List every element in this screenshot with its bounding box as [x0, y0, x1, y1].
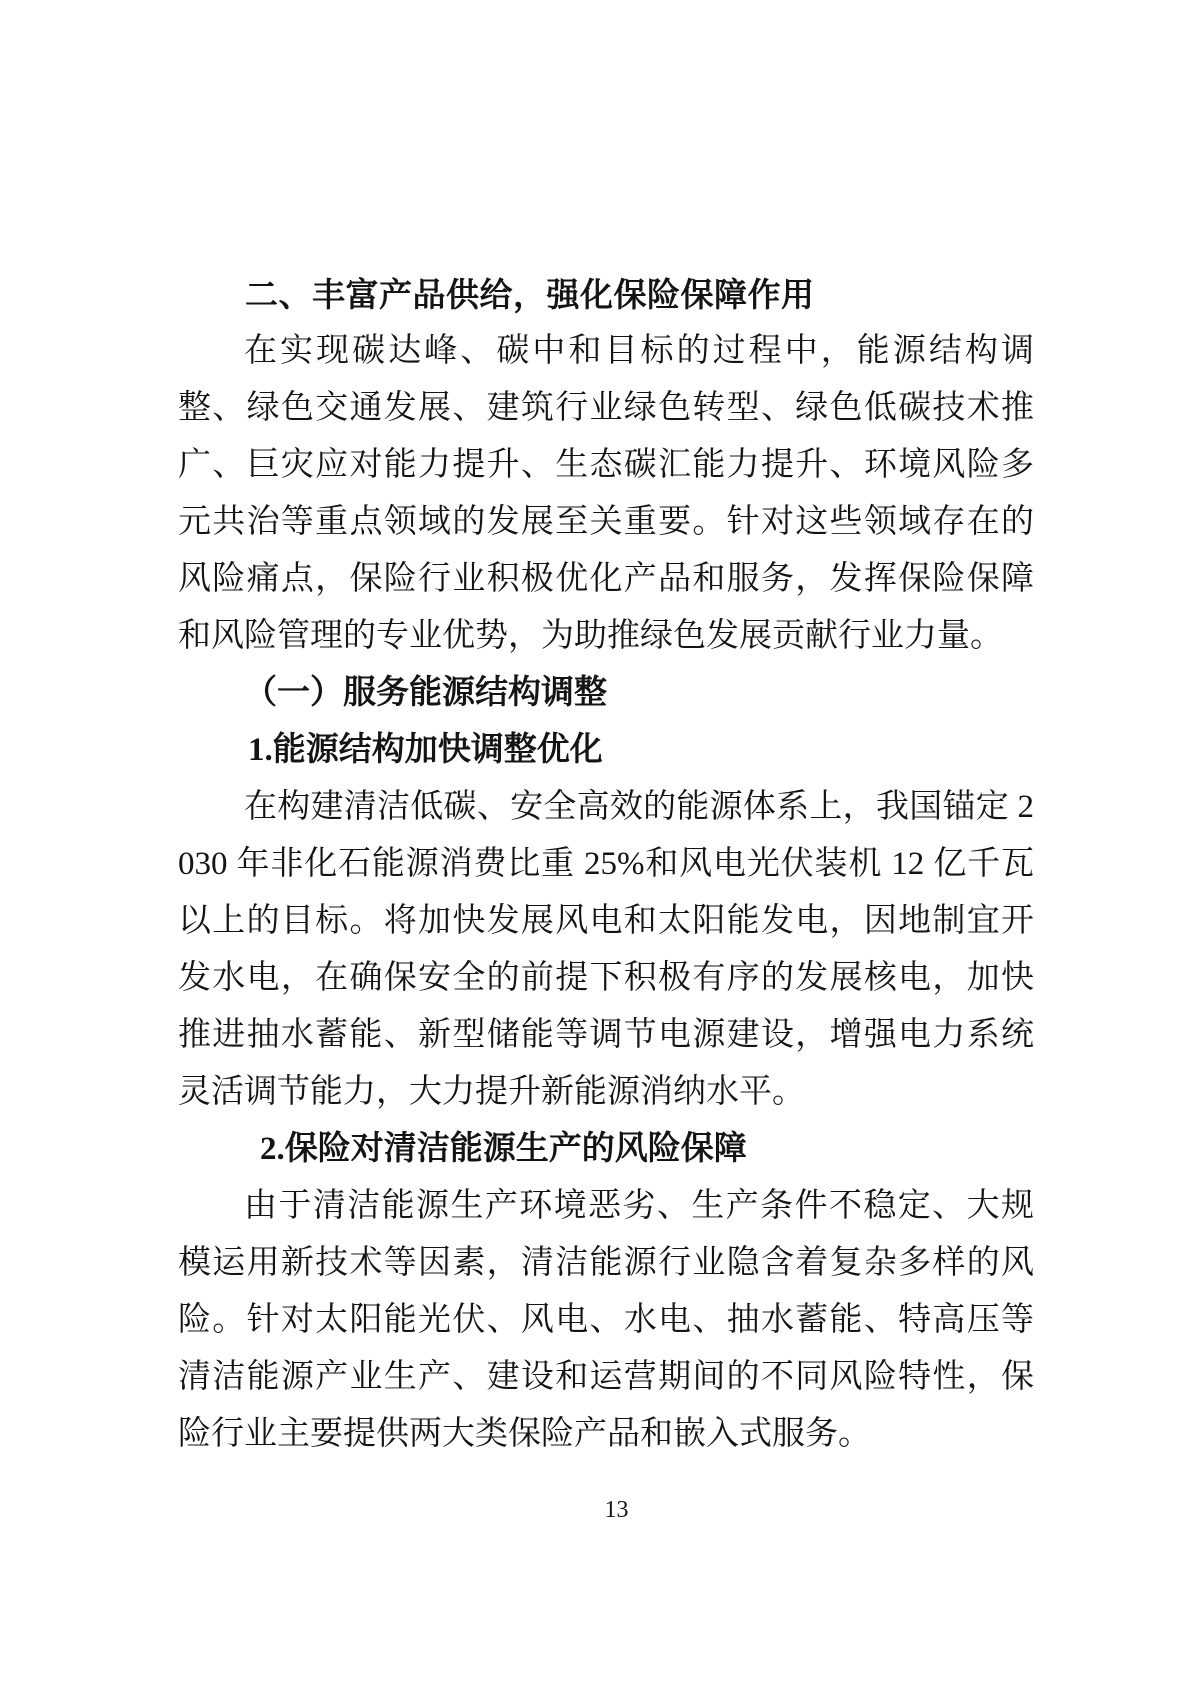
- item2-paragraph: 由于清洁能源生产环境恶劣、生产条件不稳定、大规模运用新技术等因素，清洁能源行业隐含着复杂多样的风险。针对太阳能光伏、风电、水电、抽水蓄能、特高压等清洁能源产业生产、建设和运营期间的不同风险特性，保险行业主要提供两大类保险产品和嵌入式服务。: [178, 1188, 1034, 1452]
- item1-heading: 1.能源结构加快调整优化: [248, 732, 603, 768]
- section-heading: 二、丰富产品供给，强化保险保障作用: [245, 276, 815, 313]
- page-number: 13: [604, 1497, 629, 1523]
- document-content: [178, 266, 1034, 1463]
- page-footer: [0, 1496, 1199, 1524]
- intro-paragraph: 在实现碳达峰、碳中和目标的过程中，能源结构调整、绿色交通发展、建筑行业绿色转型、绿色低碳技术推广、巨灾应对能力提升、生态碳汇能力提升、环境风险多元共治等重点领域的发展至关重要。针对这些领域存在的风险痛点，保险行业积极优化产品和服务，发挥保险保障和风险管理的专业优势，为助推绿色发展贡献行业力量。: [178, 333, 1034, 654]
- subsection-heading: （一）服务能源结构调整: [244, 675, 607, 711]
- item1-paragraph: 在构建清洁低碳、安全高效的能源体系上，我国锚定 2030 年非化石能源消费比重 25%和风电光伏装机 12 亿千瓦以上的目标。将加快发展风电和太阳能发电，因地制宜开发水电，在确保安全的前提下积极有序的发展核电，加快推进抽水蓄能、新型储能等调节电源建设，增强电力系统灵活调节能力，大力提升新能源消纳水平。: [178, 789, 1034, 1110]
- item2-heading: 2.保险对清洁能源生产的风险保障: [260, 1131, 747, 1167]
